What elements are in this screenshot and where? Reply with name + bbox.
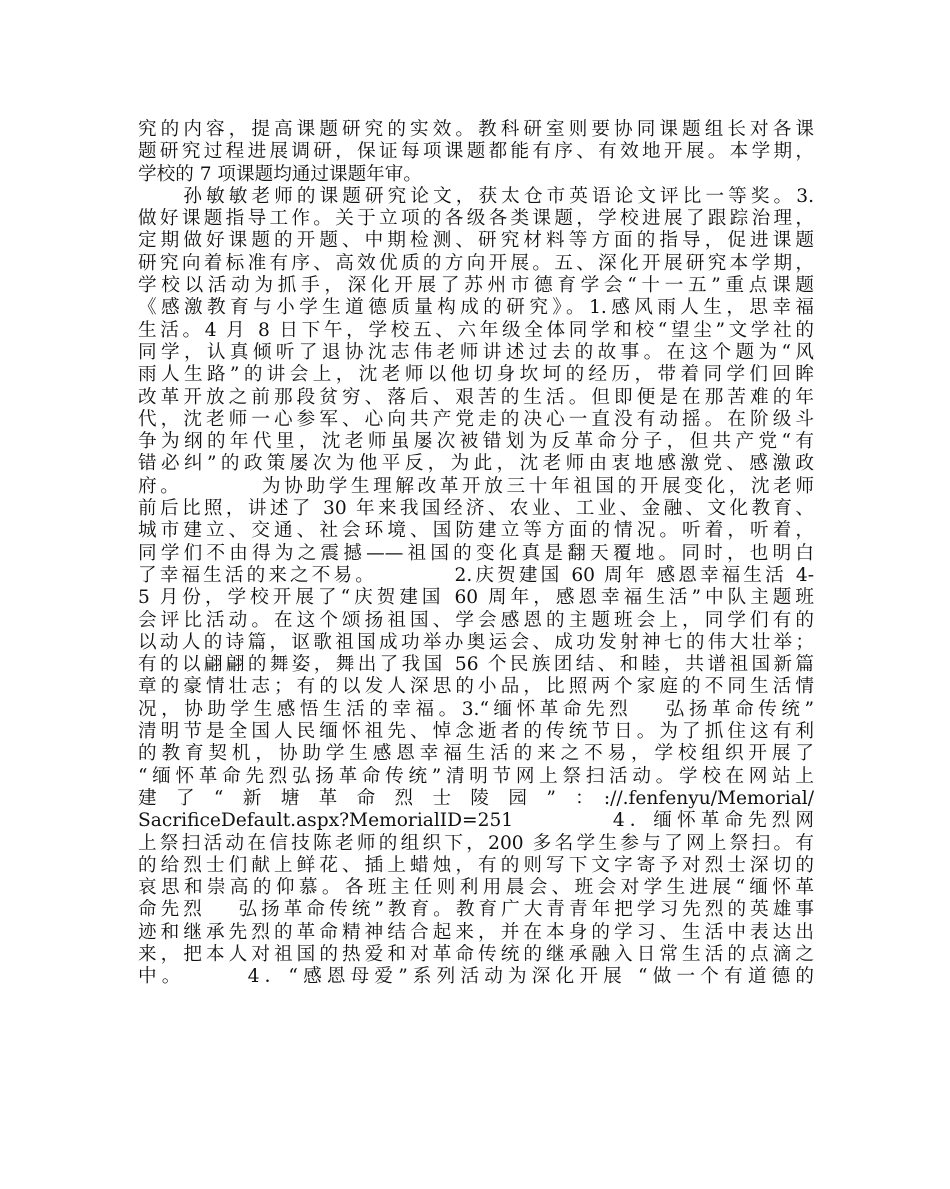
text-line-13: 改革开放之前那段贫穷、落后、艰苦的生活。但即便是在那苦难的年 <box>138 386 814 408</box>
text-line-23: 会评比活动。在这个颂扬祖国、学会感恩的主题班会上，同学们有的 <box>138 609 814 631</box>
text-line-35: 哀思和崇高的仰慕。各班主任则利用晨会、班会对学生进展“缅怀革 <box>138 877 814 899</box>
text-line-3: 学校的 7 项课题均通过课题年审。 <box>138 163 422 185</box>
text-line-34: 的给烈士们献上鲜花、插上蜡烛，有的则写下文字寄予对烈士深切的 <box>138 854 814 876</box>
text-line-26: 章的豪情壮志；有的以发人深思的小品，比照两个家庭的不同生活情 <box>138 676 814 698</box>
text-line-12: 雨人生路”的讲会上，沈老师以他切身坎坷的经历，带着同学们回眸 <box>138 364 814 386</box>
text-line-30: “缅怀革命先烈弘扬革命传统”清明节网上祭扫活动。学校在网站上 <box>138 765 814 787</box>
text-line-1: 究的内容，提高课题研究的实效。教科研室则要协同课题组长对各课 <box>138 119 814 140</box>
text-line-14: 代，沈老师一心参军、心向共产党走的决心一直没有动摇。在阶级斗 <box>138 408 814 430</box>
text-line-20: 同学们不由得为之震撼——祖国的变化真是翻天覆地。同时，也明白 <box>138 542 814 564</box>
text-line-25: 有的以翩翩的舞姿，舞出了我国 56 个民族团结、和睦，共谱祖国新篇 <box>138 654 814 676</box>
text-line-24: 以动人的诗篇，讴歌祖国成功举办奥运会、成功发射神七的伟大壮举； <box>138 631 814 653</box>
text-line-17: 府。 为协助学生理解改革开放三十年祖国的开展变化，沈老师 <box>138 475 814 497</box>
text-line-39: 中。 4．“感恩母爱”系列活动为深化开展 “做一个有道德的 <box>138 966 814 988</box>
text-line-11: 同学，认真倾听了退协沈志伟老师讲述过去的故事。在这个题为“风 <box>138 341 814 363</box>
text-line-36: 命先烈 弘扬革命传统”教育。教育广大青青年把学习先烈的英雄事 <box>138 899 814 921</box>
text-line-18: 前后比照，讲述了 30 年来我国经济、农业、工业、金融、文化教育、 <box>138 498 814 520</box>
text-line-6: 定期做好课题的开题、中期检测、研究材料等方面的指导，促进课题 <box>138 230 814 252</box>
text-line-29: 的教育契机，协助学生感恩幸福生活的来之不易，学校组织开展了 <box>138 743 814 765</box>
document-body <box>138 119 814 989</box>
text-line-37: 迹和继承先烈的革命精神结合起来，并在本身的学习、生活中表达出 <box>138 921 814 943</box>
text-line-28: 清明节是全国人民缅怀祖先、悼念逝者的传统节日。为了抓住这有利 <box>138 721 814 743</box>
text-line-5: 做好课题指导工作。关于立项的各级各类课题，学校进展了跟踪治理， <box>138 208 814 230</box>
text-line-38: 来，把本人对祖国的热爱和对革命传统的继承融入日常生活的点滴之 <box>138 943 814 965</box>
text-line-19: 城市建立、交通、社会环境、国防建立等方面的情况。听着，听着， <box>138 520 814 542</box>
text-line-2: 题研究过程进展调研，保证每项课题都能有序、有效地开展。本学期， <box>138 141 814 163</box>
text-line-27: 况，协助学生感悟生活的幸福。3.“缅怀革命先烈 弘扬革命传统” <box>138 698 814 720</box>
text-line-31: 建 了 “ 新 塘 革 命 烈 士 陵 园 ” ： ://.fenfenyu/Memorial/ <box>138 787 814 809</box>
text-line-4: 孙敏敏老师的课题研究论文，获太仓市英语论文评比一等奖。3. <box>138 185 814 207</box>
text-line-21: 了幸福生活的来之不易。 2.庆贺建国 60 周年 感恩幸福生活 4- <box>138 564 814 586</box>
text-line-15: 争为纲的年代里，沈老师虽屡次被错划为反革命分子，但共产党“有 <box>138 431 814 453</box>
text-line-16: 错必纠”的政策屡次为他平反，为此，沈老师由衷地感激党、感激政 <box>138 453 814 475</box>
text-line-22: 5 月份，学校开展了“庆贺建国 60 周年，感恩幸福生活”中队主题班 <box>138 587 814 609</box>
text-line-9: 《感激教育与小学生道德质量构成的研究》。1.感风雨人生，思幸福 <box>138 297 814 319</box>
text-line-33: 上祭扫活动在信技陈老师的组织下，200 多名学生参与了网上祭扫。有 <box>138 832 814 854</box>
text-line-8: 学校以活动为抓手，深化开展了苏州市德育学会“十一五”重点课题 <box>138 275 814 297</box>
text-line-10: 生活。4 月 8 日下午，学校五、六年级全体同学和校“望尘”文学社的 <box>138 319 814 341</box>
text-line-7: 研究向着标准有序、高效优质的方向开展。五、深化开展研究本学期， <box>138 252 814 274</box>
text-line-32: SacrificeDefault.aspx?MemorialID=251 4．缅怀革命先烈网 <box>138 810 814 832</box>
